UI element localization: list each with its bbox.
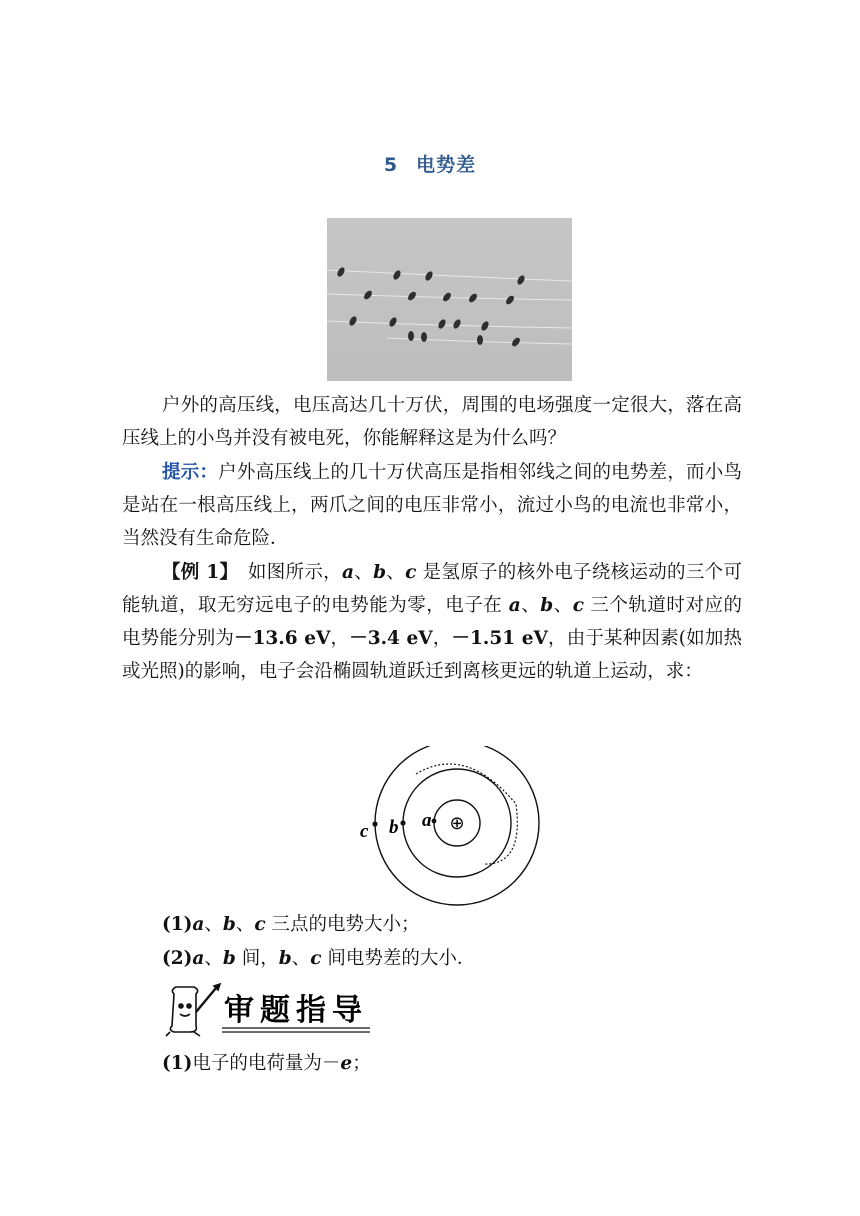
symbol-c: c: [405, 562, 417, 583]
item-end: ；: [352, 1053, 371, 1074]
scroll-pen-icon: [166, 984, 220, 1036]
question-number: (2): [162, 948, 193, 969]
photo-illustration: [327, 218, 572, 381]
label-c: c: [360, 821, 369, 842]
question-2: [162, 944, 475, 970]
hint-label: 提示：: [162, 462, 219, 483]
symbol-a: a: [341, 562, 354, 583]
separator: 、: [204, 914, 223, 935]
section-title: 电势差: [416, 154, 477, 176]
example-paragraph: [122, 556, 742, 688]
orbit-svg: [356, 746, 546, 908]
guide-banner: [164, 982, 374, 1038]
separator: 、: [386, 562, 406, 583]
intro-paragraph: 户外的高压线，电压高达几十万伏，周围的电场强度一定很大，落在高压线上的小鸟并没有被电死，你能解释这是为什么吗？: [122, 395, 742, 449]
orbit-diagram: [356, 746, 546, 908]
separator: 、: [235, 914, 255, 935]
separator: 、: [204, 948, 223, 969]
example-text: 如图所示，: [229, 562, 342, 583]
section-number: 5: [383, 154, 399, 176]
energy-value: －1.51 eV: [451, 628, 548, 649]
label-b: b: [389, 817, 399, 838]
hint-text: 户外高压线上的几十万伏高压是指相邻线之间的电势差，而小鸟是站在一根高压线上，两爪之间的电压非常小，流过小鸟的电流也非常小，当然没有生命危险．: [122, 462, 742, 549]
symbol-c: c: [254, 914, 266, 935]
symbol-a: a: [508, 595, 521, 616]
symbol-c: c: [310, 948, 322, 969]
question-1: [162, 910, 420, 936]
symbol-b: b: [540, 595, 554, 616]
symbol-a: a: [192, 914, 205, 935]
item-text: 电子的电荷量为－: [192, 1053, 341, 1074]
symbol-a: a: [192, 948, 205, 969]
question-number: (1): [162, 914, 193, 935]
symbol-b: b: [278, 948, 292, 969]
question-text: 间电势差的大小．: [321, 948, 476, 969]
question-text: 间，: [235, 948, 279, 969]
guide-banner-svg: [164, 982, 374, 1038]
point-a: [432, 819, 437, 824]
separator: 、: [520, 595, 541, 616]
label-a: a: [422, 810, 432, 831]
example-text: 三个轨道时对应的电势能分别为: [122, 595, 742, 649]
example-text: 是氢原子的核外电子绕核运动的三个可能轨道，取无穷远电子的电势能为零，电子在: [122, 562, 742, 616]
hint-paragraph: [122, 456, 742, 555]
energy-value: －13.6 eV: [234, 628, 331, 649]
separator: 、: [291, 948, 311, 969]
example-label: 【例 1】: [162, 562, 230, 583]
symbol-e: e: [340, 1053, 353, 1074]
symbol-b: b: [222, 948, 236, 969]
guide-item-1: [162, 1049, 371, 1075]
energy-value: －3.4 eV: [349, 628, 433, 649]
guide-title: 审题指导: [224, 993, 368, 1028]
example-text: ，由于某种因素(如加热或光照)的影响，电子会沿椭圆轨道跃迁到离核更远的轨道上运动，求：: [122, 628, 742, 682]
nucleus-icon: ⊕: [449, 813, 465, 834]
point-c: [372, 821, 377, 826]
symbol-b: b: [222, 914, 236, 935]
birds-on-wires-photo: [327, 218, 572, 381]
symbol-b: b: [373, 562, 386, 583]
question-text: 三点的电势大小；: [265, 914, 420, 935]
separator: 、: [353, 562, 374, 583]
separator: 、: [553, 595, 573, 616]
point-b: [400, 820, 405, 825]
separator: ，: [330, 628, 350, 649]
separator: ，: [432, 628, 452, 649]
page-title: [0, 150, 860, 177]
item-number: (1): [162, 1053, 193, 1074]
symbol-c: c: [572, 595, 584, 616]
